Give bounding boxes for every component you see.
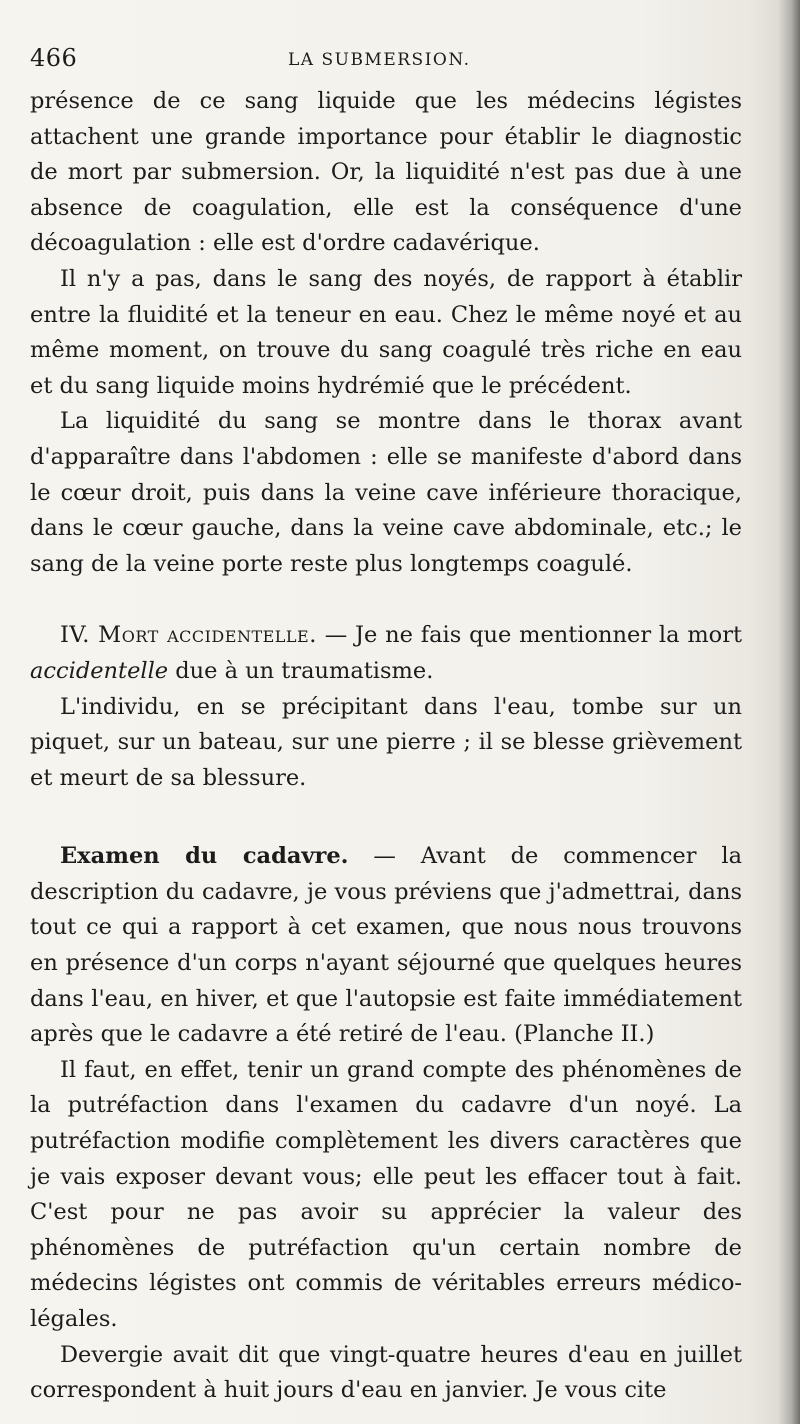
paragraph-individual: L'individu, en se précipitant dans l'eau, tombe sur un piquet, sur un bateau, sur une pierre ; il se blesse grièvement et meurt de sa blessure. (30, 693, 742, 791)
section-heading-accidental-death: IV. Mort accidentelle. (60, 622, 317, 649)
page-binding-shadow (778, 0, 800, 1424)
paragraph-blood-liquidity: La liquidité du sang se montre dans le thorax avant d'apparaître dans l'abdomen : elle se manifeste d'abord dans le cœur droit, puis dans la veine cave inférieure thoracique, dans le cœur gauche, dans la veine cave abdominale, etc.; le sang de la veine porte reste plus longtemps coagulé. (30, 408, 742, 577)
page-number: 466 (30, 44, 78, 72)
paragraph-devergie: Devergie avait dit que vingt-quatre heures d'eau en juillet correspondent à huit jours d'eau en janvier. Je vous cite (30, 1341, 742, 1404)
paragraph-putrefaction: Il faut, en effet, tenir un grand compte des phénomènes de la putréfaction dans l'examen du cadavre d'un noyé. La putréfaction modifie complètement les divers caractères que je vais exposer devant vous; elle peut les effacer tout à fait. C'est pour ne pas avoir su apprécier la valeur des phénomènes de putréfaction qu'un certain nombre de médecins légistes ont commis de véritables erreurs médico-légales. (30, 1056, 742, 1332)
section-heading-corpse-examination: Examen du cadavre. (60, 843, 349, 870)
paragraph-text: — Je ne fais que mentionner la mort (316, 622, 742, 649)
paragraph-continued: présence de ce sang liquide que les médecins légistes attachent une grande importance pour établir le diagnostic de mort par submersion. Or, la liquidité n'est pas due à une absence de coagulation, elle est la conséquence d'une décoagulation : elle est d'ordre cadavérique. (30, 88, 742, 257)
emphasis-text: accidentelle (30, 657, 169, 684)
running-head: LA SUBMERSION. (288, 50, 471, 70)
page-body (30, 84, 742, 1409)
paragraph-blood-fluidity: Il n'y a pas, dans le sang des noyés, de rapport à établir entre la fluidité et la teneur en eau. Chez le même noyé et au même moment, on trouve du sang coagulé très riche en eau et du sang liquide moins hydrémié que le précédent. (30, 265, 742, 399)
paragraph-accidental-death (30, 618, 742, 689)
paragraph-text: due à un traumatisme. (168, 657, 434, 684)
paragraph-corpse-examination (30, 839, 742, 1053)
paragraph-text: — Avant de commencer la description du cadavre, je vous préviens que j'admettrai, dans tout ce qui a rapport à cet examen, que nous nous trouvons en présence d'un corps n'ayant séjourné que quelques heures dans l'eau, en hiver, et que l'autopsie est faite immédiatement après que le cadavre a été retiré de l'eau. (Planche II.) (30, 843, 742, 1048)
page-header (30, 44, 730, 74)
